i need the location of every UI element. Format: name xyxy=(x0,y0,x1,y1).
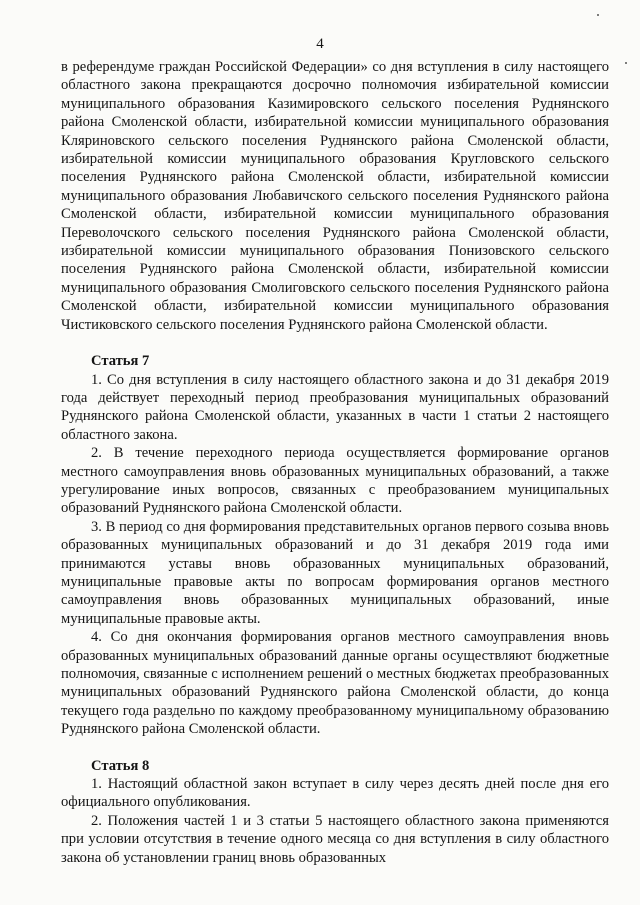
page-number: 4 xyxy=(316,36,324,52)
article-8-heading: Статья 8 xyxy=(91,757,150,774)
scan-speck xyxy=(597,14,599,16)
article-7-part-3: 3. В период со дня формирования представительных органов первого созыва вновь образованных муниципальных образований и до 31 декабря 2019 года ими принимаются уставы вновь образованных муниципальных образований, муниципальные правовые акты по вопросам формирования органов местного самоуправления вновь образованных муниципальных образований, иные муниципальные правовые акты. xyxy=(61,518,609,627)
article-7-heading: Статья 7 xyxy=(91,353,150,370)
document-body xyxy=(61,58,609,867)
article-8 xyxy=(61,757,609,867)
article-7-part-4: 4. Со дня окончания формирования органов местного самоуправления вновь образованных муниципальных образований данные органы осуществляют бюджетные полномочия, связанные с исполнением решений о местных бюджетах преобразованных муниципальных образований Руднянского района Смоленской области, до конца текущего года раздельно по каждому преобразованному муниципальному образованию Руднянского района Смоленской области. xyxy=(61,629,609,738)
article-7-part-1: 1. Со дня вступления в силу настоящего областного закона и до 31 декабря 2019 года действует переходный период преобразования муниципальных образований Руднянского района Смоленской области, указанных в части 1 статьи 2 настоящего областного закона. xyxy=(61,371,609,443)
scan-speck xyxy=(625,62,627,64)
intro-paragraph: в референдуме граждан Российской Федерации» со дня вступления в силу настоящего областного закона прекращаются досрочно полномочия избирательной комиссии муниципального образования Казимировского сельского поселения Руднянского района Смоленской области, избирательной комиссии муниципального образования Кляриновского сельского поселения Руднянского района Смоленской области, избирательной комиссии муниципального образования Кругловского сельского поселения Руднянского района Смоленской области, избирательной комиссии муниципального образования Любавичского сельского поселения Руднянского района Смоленской области, избирательной комиссии муниципального образования Переволочского сельского поселения Руднянского района Смоленской области, избирательной комиссии муниципального образования Понизовского сельского поселения Руднянского района Смоленской области, избирательной комиссии муниципального образования Смолиговского сельского поселения Руднянского района Смоленской области, избирательной комиссии муниципального образования Чистиковского сельского поселения Руднянского района Смоленской области. xyxy=(61,59,609,333)
article-7 xyxy=(61,352,609,739)
article-8-part-1: 1. Настоящий областной закон вступает в силу через десять дней после дня его официального опубликования. xyxy=(61,776,609,811)
article-8-part-2: 2. Положения частей 1 и 3 статьи 5 настоящего областного закона применяются при условии отсутствия в течение одного месяца со дня вступления в силу областного закона об установлении границ вновь образованных xyxy=(61,812,609,866)
article-7-part-2: 2. В течение переходного периода осуществляется формирование органов местного самоуправления вновь образованных муниципальных образований, а также урегулирование иных вопросов, связанных с преобразованием муниципальных образований Руднянского района Смоленской области. xyxy=(61,445,609,517)
